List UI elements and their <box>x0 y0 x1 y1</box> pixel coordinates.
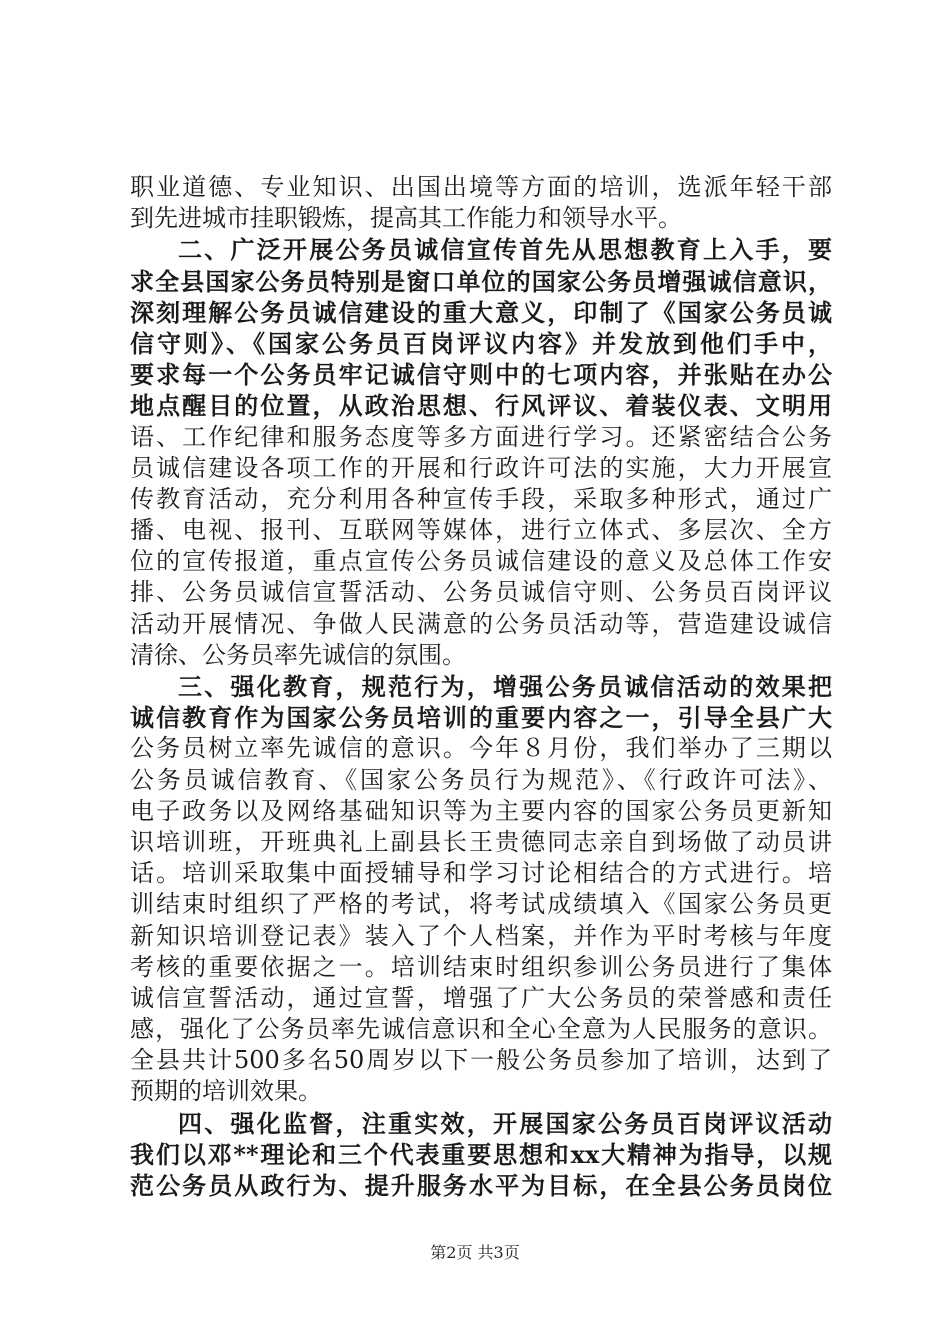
text-line: 全县共计500多名50周岁以下一般公务员参加了培训，达到了 <box>130 1046 832 1075</box>
text-line: 电子政务以及网络基础知识等为主要内容的国家公务员更新知 <box>130 796 832 825</box>
text-line: 职业道德、专业知识、出国出境等方面的培训，选派年轻干部 <box>130 173 832 201</box>
text-line: 我们以邓**理论和三个代表重要思想和xx大精神为指导，以规 <box>130 1139 832 1169</box>
text-line: 活动开展情况、争做人民满意的公务员活动等，营造建设诚信 <box>130 609 832 638</box>
page-footer: 第2页 共3页 <box>430 1243 520 1262</box>
text-line: 播、电视、报刊、互联网等媒体，进行立体式、多层次、全方 <box>130 516 832 545</box>
text-line: 传教育活动，充分利用各种宣传手段，采取多种形式，通过广 <box>130 484 832 513</box>
text-line: 清徐、公务员率先诚信的氛围。 <box>130 640 466 669</box>
text-line: 位的宣传报道，重点宣传公务员诚信建设的意义及总体工作安 <box>130 547 832 576</box>
text-line: 训结束时组织了严格的考试，将考试成绩填入《国家公务员更 <box>130 890 832 919</box>
text-line: 范公务员从政行为、提升服务水平为目标，在全县公务员岗位 <box>130 1171 832 1200</box>
text-line: 识培训班，开班典礼上副县长王贵德同志亲自到场做了动员讲 <box>130 827 832 856</box>
text-line: 考核的重要依据之一。培训结束时组织参训公务员进行了集体 <box>130 952 832 981</box>
text-line: 求全县国家公务员特别是窗口单位的国家公务员增强诚信意识， <box>130 266 832 296</box>
text-line: 信守则》、《国家公务员百岗评议内容》并发放到他们手中， <box>130 328 832 358</box>
body-text <box>130 172 832 1201</box>
text-line: 新知识培训登记表》装入了个人档案，并作为平时考核与年度 <box>130 921 832 950</box>
text-line: 公务员诚信教育、《国家公务员行为规范》、《行政许可法》、 <box>130 765 832 794</box>
text-line: 语、工作纪律和服务态度等多方面进行学习。还紧密结合公务 <box>130 422 832 451</box>
text-line: 三、强化教育，规范行为，增强公务员诚信活动的效果把 <box>178 672 832 701</box>
text-line: 深刻理解公务员诚信建设的重大意义，印制了《国家公务员诚 <box>130 297 832 327</box>
text-line: 到先进城市挂职锻炼，提高其工作能力和领导水平。 <box>130 204 682 233</box>
text-line: 员诚信建设各项工作的开展和行政许可法的实施，大力开展宣 <box>130 453 832 482</box>
text-line: 诚信教育作为国家公务员培训的重要内容之一，引导全县广大 <box>130 703 832 733</box>
text-line: 预期的培训效果。 <box>130 1077 322 1106</box>
text-line: 四、强化监督，注重实效，开展国家公务员百岗评议活动 <box>178 1108 832 1138</box>
text-line: 公务员树立率先诚信的意识。今年８月份，我们举办了三期以 <box>130 734 832 763</box>
text-line: 话。培训采取集中面授辅导和学习讨论相结合的方式进行。培 <box>130 859 832 888</box>
text-line: 二、广泛开展公务员诚信宣传首先从思想教育上入手，要 <box>178 235 832 265</box>
text-line: 地点醒目的位置，从政治思想、行风评议、着装仪表、文明用 <box>130 391 832 421</box>
text-line: 诚信宣誓活动，通过宣誓，增强了广大公务员的荣誉感和责任 <box>130 983 832 1012</box>
text-line: 排、公务员诚信宣誓活动、公务员诚信守则、公务员百岗评议 <box>130 578 832 607</box>
text-line: 要求每一个公务员牢记诚信守则中的七项内容，并张贴在办公 <box>130 360 832 390</box>
text-line: 感，强化了公务员率先诚信意识和全心全意为人民服务的意识。 <box>130 1015 832 1044</box>
